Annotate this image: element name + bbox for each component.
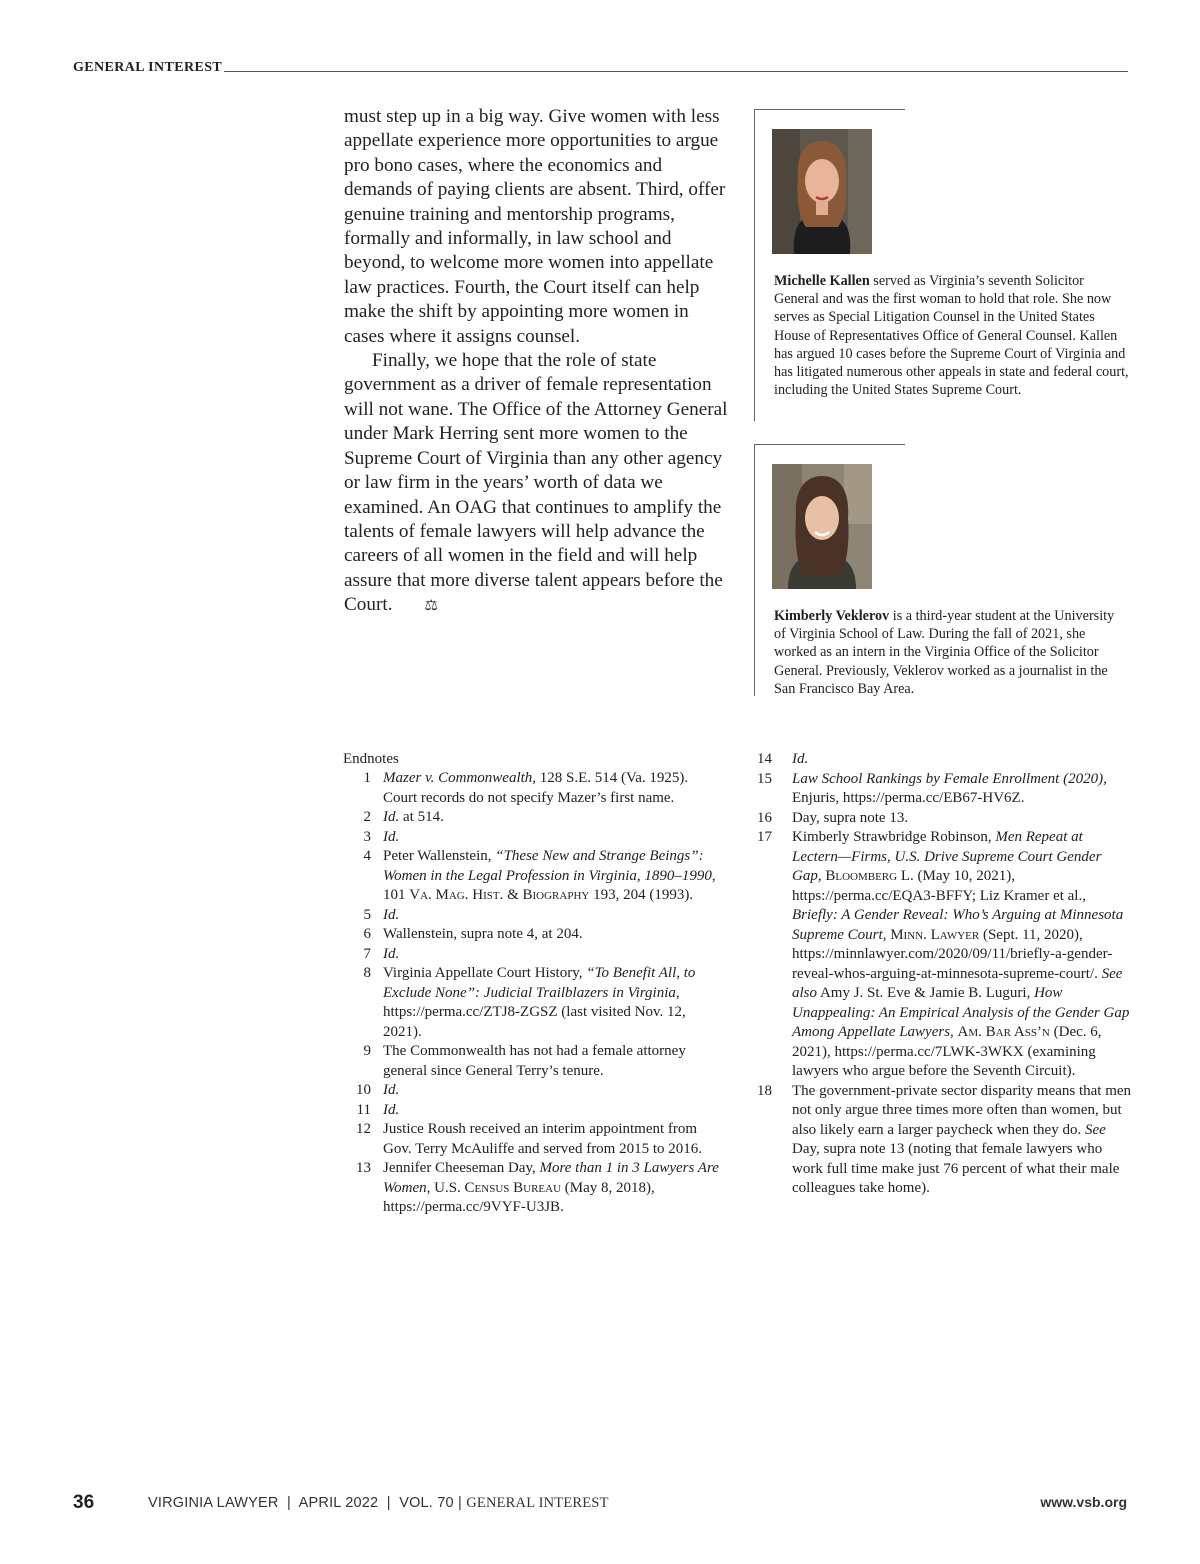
endnote-item: [343, 1101, 723, 1121]
endnote-text: Id.: [383, 945, 400, 962]
endnote-text: Id.: [383, 1082, 400, 1098]
endnote-text: Id. at 514.: [383, 809, 444, 825]
endnote-text: Id.: [383, 906, 400, 923]
endnote-item: [343, 964, 723, 1042]
bio-text-veklerov: [774, 607, 1129, 698]
endnote-text: Jennifer Cheeseman Day, More than 1 in 3 Lawyers Are Women, U.S. Census Bureau (May 8, 2018), https://perma.cc/9VYF-U3JB.: [383, 1160, 719, 1215]
endnote-text: The Commonwealth has not had a female attorney general since General Terry’s tenure.: [383, 1043, 686, 1079]
article-paragraph-2: [344, 349, 729, 618]
endnotes-list-left: [343, 769, 723, 1218]
author-bio-kallen: [754, 109, 1134, 421]
footer-magazine-info: [148, 1495, 609, 1512]
endnote-text: Id.: [792, 751, 809, 767]
bio-top-rule: [755, 444, 905, 445]
page-number: 36: [73, 1492, 95, 1513]
endnote-text: Id.: [383, 1101, 400, 1118]
section-header: [73, 60, 1128, 80]
endnote-text: Peter Wallenstein, “These New and Strange Beings”: Women in the Legal Profession in Virginia, 1890–1990, 101 Va. Mag. Hist. & Biography 193, 204 (1993).: [383, 848, 716, 903]
endnote-number: 12: [356, 1121, 371, 1137]
endnote-text: Virginia Appellate Court History, “To Benefit All, to Exclude None”: Judicial Trailblazers in Virginia, https://perma.cc/ZTJ8-ZGSZ (last visited Nov. 12, 2021).: [383, 965, 696, 1040]
endnote-number: 10: [356, 1082, 371, 1098]
bio-text-kallen: [774, 272, 1129, 399]
bio-name-kallen: Michelle Kallen: [774, 273, 870, 289]
endnote-item: [343, 808, 723, 828]
bio-name-veklerov: Kimberly Veklerov: [774, 608, 890, 624]
endnote-number: 1: [363, 770, 371, 786]
endnote-number: 3: [363, 828, 371, 845]
article-body: [344, 105, 729, 619]
article-paragraph-2-text: Finally, we hope that the role of state government as a driver of female representation will not wane. The Office of the Attorney General under Mark Herring sent more women to the Supreme Court of Virginia than any other agency or law firm in the years’ worth of data we examined. An OAG that continues to amplify the talents of female lawyers will help advance the careers of all women in the field and will help assure that more diverse talent appears before the Court.: [344, 350, 728, 616]
endnote-item: [343, 1081, 723, 1101]
endnote-number: 11: [356, 1101, 371, 1118]
endnote-number: 2: [363, 809, 371, 825]
bio-description-kallen: served as Virginia’s seventh Solicitor General and was the first woman to hold that role. She now serves as Special Litigation Counsel in the United States House of Representatives Office of General Counsel. Kallen has argued 10 cases before the Supreme Court of Virginia and has litigated numerous other appeals in state and federal court, including the United States Supreme Court.: [774, 273, 1129, 399]
endnote-text: Wallenstein, supra note 4, at 204.: [383, 926, 583, 942]
endnote-number: 17: [757, 829, 772, 845]
endnote-text: Justice Roush received an interim appointment from Gov. Terry McAuliffe and served from 2015 to 2016.: [383, 1121, 703, 1157]
header-rule: [223, 71, 1128, 72]
endnote-text: Day, supra note 13.: [792, 809, 909, 826]
endnote-number: 9: [363, 1043, 371, 1059]
section-label: GENERAL INTEREST: [73, 60, 223, 75]
author-photo-veklerov: [772, 464, 872, 589]
endnote-number: 15: [757, 770, 772, 787]
endnote-text: Law School Rankings by Female Enrollment (2020), Enjuris, https://perma.cc/EB67-HV6Z.: [792, 770, 1107, 806]
author-photo-kallen: [772, 129, 872, 254]
endnote-number: 6: [363, 926, 371, 942]
endnote-number: 16: [757, 809, 772, 826]
endnotes-title: Endnotes: [343, 751, 399, 767]
endnote-number: 13: [356, 1160, 371, 1176]
bio-top-rule: [755, 109, 905, 110]
endnote-item: [752, 828, 1132, 1082]
endnote-item: [343, 1120, 723, 1159]
endnote-item: [343, 906, 723, 926]
author-bio-veklerov: [754, 444, 1134, 696]
endnote-text: Kimberly Strawbridge Robinson, Men Repeat at Lectern—Firms, U.S. Drive Supreme Court Gender Gap, Bloomberg L. (May 10, 2021), https://perma.cc/EQA3-BFFY; Liz Kramer et al., Briefly: A Gender Reveal: Who’s Arguing at Minnesota Supreme Court, Minn. Lawyer (Sept. 11, 2020), https://minnlawyer.com/2020/09/11/briefly-a-gender-reveal-whos-arguing-at-minnesota-supreme-court/. See also Amy J. St. Eve & Jamie B. Luguri, How Unappealing: An Empirical Analysis of the Gender Gap Among Appellate Lawyers, Am. Bar Ass’n (Dec. 6, 2021), https://perma.cc/7LWK-3WKX (examining lawyers who argue before the Seventh Circuit).: [792, 829, 1130, 1079]
endnote-text: The government-private sector disparity means that men not only argue three times more often than women, but also likely earn a larger paycheck when they do. See Day, supra note 13 (noting that female lawyers who work full time make just 76 percent of what their male colleagues take home).: [792, 1082, 1132, 1196]
endnote-text: Mazer v. Commonwealth, 128 S.E. 514 (Va. 1925). Court records do not specify Mazer’s first name.: [383, 770, 689, 806]
endnote-number: 18: [757, 1082, 772, 1099]
endnote-item: [343, 769, 723, 808]
endnote-number: 7: [363, 945, 371, 962]
endnote-item: [752, 809, 1132, 829]
endnote-item: [752, 770, 1132, 809]
endnote-item: [343, 828, 723, 848]
endnotes-list-right: [752, 750, 1132, 1199]
endnote-item: [343, 1159, 723, 1218]
footer-website-link[interactable]: www.vsb.org: [1040, 1494, 1127, 1510]
endnote-item: [752, 1082, 1132, 1199]
endnote-number: 4: [363, 848, 371, 864]
article-paragraph-1: must step up in a big way. Give women with less appellate experience more opportunities to argue pro bono cases, where the economics and demands of paying clients are absent. Third, offer genuine training and mentorship programs, formally and informally, in law school and beyond, to welcome more women into appellate law practices. Fourth, the Court itself can help make the shift by appointing more women in cases where it assigns counsel.: [344, 106, 726, 347]
endnote-item: [343, 847, 723, 906]
endnote-number: 8: [363, 965, 371, 981]
endnote-number: 14: [757, 751, 772, 767]
endnote-item: [343, 1042, 723, 1081]
endnote-item: [343, 925, 723, 945]
scales-of-justice-icon: ⚖: [424, 598, 438, 615]
bio-description-veklerov: is a third-year student at the University of Virginia School of Law. During the fall of 2021, she worked as an intern in the Virginia Office of the Solicitor General. Previously, Veklerov worked as a journalist in the San Francisco Bay Area.: [774, 608, 1115, 697]
endnote-number: 5: [363, 906, 371, 923]
endnote-item: [343, 945, 723, 965]
footer-magazine-name: VIRGINIA LAWYER | APRIL 2022 | VOL. 70 |: [148, 1495, 467, 1511]
endnote-text: Id.: [383, 828, 400, 845]
footer-section: GENERAL INTEREST: [466, 1495, 609, 1511]
endnote-item: [752, 750, 1132, 770]
